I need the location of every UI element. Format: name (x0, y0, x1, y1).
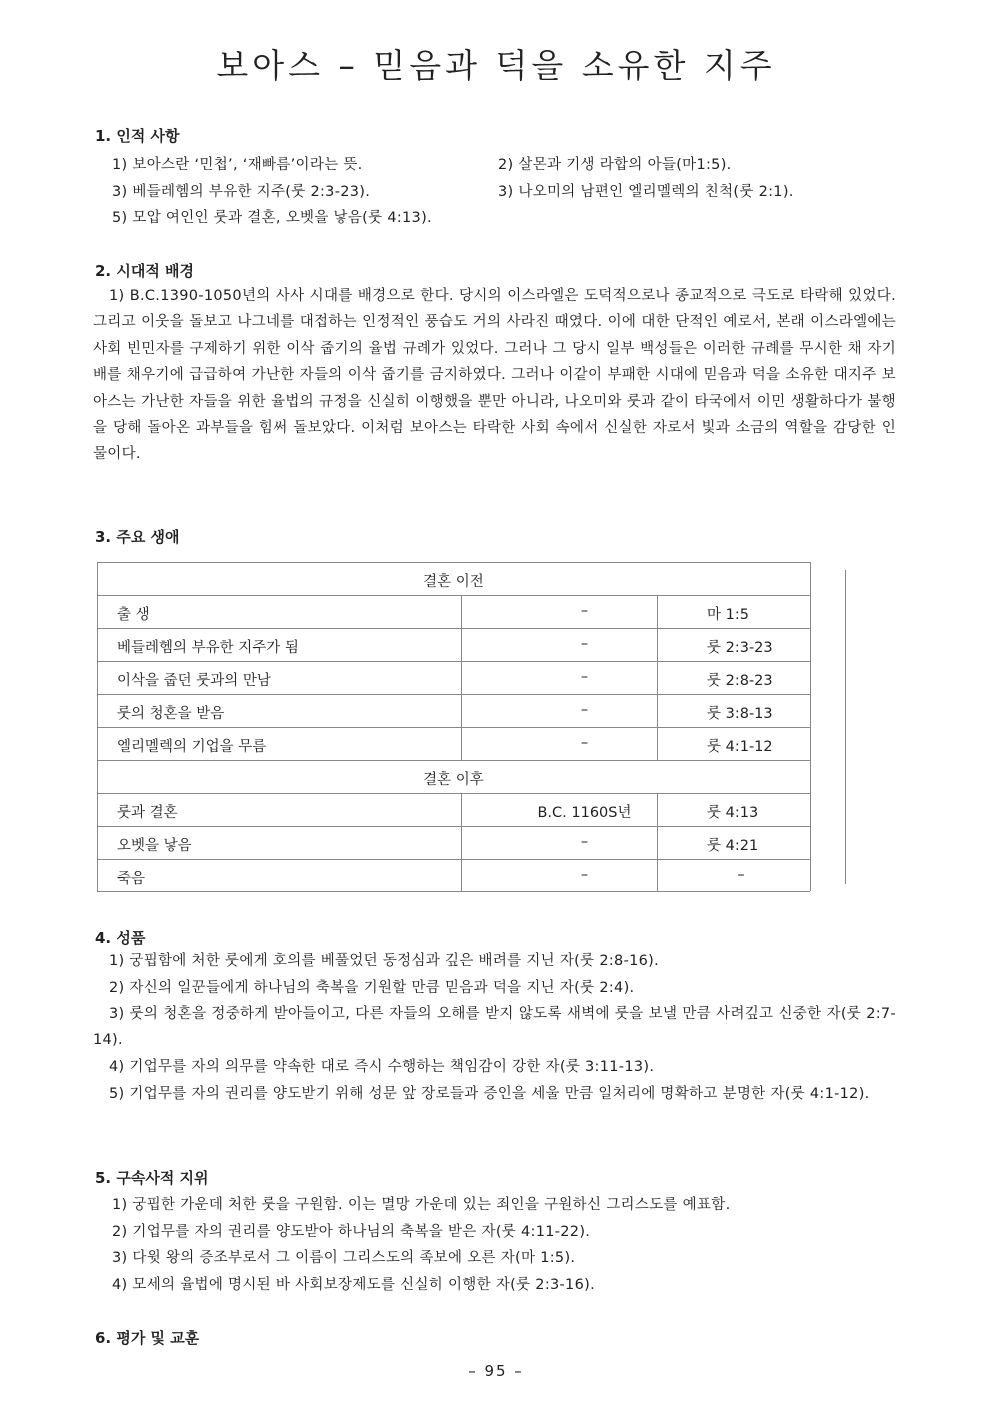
personal-item: 1) 보아스란 ‘민첩’, ‘재빠름’이라는 뜻. (112, 157, 363, 173)
date-cell: – (580, 834, 589, 850)
event-cell: 베들레헴의 부유한 지주가 됨 (117, 640, 299, 656)
event-cell: 오벳을 낳음 (117, 838, 192, 854)
table-header-after: 결혼 이후 (423, 772, 484, 788)
table-row (97, 793, 810, 826)
date-cell: B.C. 1160S년 (537, 805, 632, 821)
page-number: – 95 – (468, 1362, 524, 1380)
date-cell: – (580, 735, 589, 751)
character-item: 3) 룻의 청혼을 정중하게 받아들이고, 다른 자들의 오해를 받지 않도록 새벽에 룻을 보낼 만큼 사려깊고 신중한 자(룻 2:7-14). (93, 1006, 896, 1049)
personal-item: 5) 모압 여인인 룻과 결혼, 오벳을 낳음(룻 4:13). (112, 210, 432, 226)
section-redemptive-title: 5. 구속사적 지위 (95, 1169, 209, 1187)
personal-item: 3) 나오미의 남편인 엘리멜렉의 친척(룻 2:1). (498, 184, 794, 200)
reference-cell: 룻 3:8-13 (707, 706, 773, 722)
character-item: 5) 기업무를 자의 권리를 양도받기 위해 성문 앞 장로들과 증인을 세울 만큼 일처리에 명확하고 분명한 자(룻 4:1-12). (109, 1086, 870, 1102)
reference-cell: 마 1:5 (707, 607, 749, 623)
event-cell: 룻과 결혼 (117, 805, 178, 821)
event-cell: 죽음 (117, 871, 146, 887)
reference-cell: 룻 4:21 (707, 838, 759, 854)
background-paragraph: 1) B.C.1390-1050년의 사사 시대를 배경으로 한다. 당시의 이스라엘은 도덕적으로나 종교적으로 극도로 타락해 있었다. 그리고 이웃을 돌보고 나그네를 대접하는 인정적인 풍습도 거의 사라진 때였다. 이에 대한 단적인 예로서, 본래 이스라엘에는 사회 빈민자를 구제하기 위한 이삭 줍기의 율법 규례가 있었다. 그러나 그 당시 일부 백성들은 이러한 규례를 무시한 채 자기 배를 채우기에 급급하여 가난한 자들의 이삭 줍기를 금지하였다. 그러나 이같이 부패한 시대에 믿음과 덕을 소유한 대지주 보아스는 가난한 자들을 위한 율법의 규정을 신실히 이행했을 뿐만 아니라, 나오미와 룻과 같이 타국에서 이민 생활하다가 불행을 당해 돌아온 과부들을 힘써 돌보았다. 이처럼 보아스는 타락한 사회 속에서 신실한 자로서 빛과 소금의 역할을 감당한 인물이다. (93, 288, 896, 463)
table-row (97, 826, 810, 859)
redemptive-item: 3) 다윗 왕의 증조부로서 그 이름이 그리스도의 족보에 오른 자(마 1:5). (112, 1250, 576, 1266)
event-cell: 이삭을 줍던 룻과의 만남 (117, 673, 271, 689)
section-lessons-title: 6. 평가 및 교훈 (95, 1329, 200, 1347)
section-life-title: 3. 주요 생애 (95, 528, 180, 546)
table-header-row (97, 760, 810, 793)
date-cell: – (580, 603, 589, 619)
event-cell: 엘리멜렉의 기업을 무름 (117, 739, 267, 755)
section-background-title: 2. 시대적 배경 (95, 262, 195, 280)
table-header-row (97, 562, 810, 595)
reference-cell: 룻 2:3-23 (707, 640, 773, 656)
redemptive-item: 2) 기업무를 자의 권리를 양도받아 하나님의 축복을 받은 자(룻 4:11-22). (112, 1224, 591, 1240)
date-cell: – (580, 636, 589, 652)
section-personal-title: 1. 인적 사항 (95, 127, 180, 145)
character-item: 1) 궁핍함에 처한 룻에게 호의를 베풀었던 동정심과 깊은 배려를 지닌 자(룻 2:8-16). (109, 953, 660, 969)
life-table (97, 562, 810, 891)
date-cell: – (580, 702, 589, 718)
date-cell: – (580, 669, 589, 685)
event-cell: 룻의 청혼을 받음 (117, 706, 225, 722)
event-cell: 출 생 (117, 607, 150, 623)
redemptive-item: 4) 모세의 율법에 명시된 바 사회보장제도를 신실히 이행한 자(룻 2:3-16). (112, 1277, 595, 1293)
table-row (97, 859, 810, 892)
personal-item: 2) 살몬과 기생 라합의 아들(마1:5). (498, 157, 732, 173)
reference-cell: – (737, 867, 745, 883)
page-title: 보아스 – 믿음과 덕을 소유한 지주 (216, 46, 776, 85)
redemptive-item: 1) 궁핍한 가운데 처한 룻을 구원함. 이는 멸망 가운데 있는 죄인을 구원하신 그리스도를 예표함. (112, 1197, 731, 1213)
reference-cell: 룻 4:1-12 (707, 739, 773, 755)
table-row (97, 694, 810, 727)
character-item: 2) 자신의 일꾼들에게 하나님의 축복을 기원할 만큼 믿음과 덕을 지닌 자(룻 2:4). (109, 980, 635, 996)
reference-cell: 룻 2:8-23 (707, 673, 773, 689)
table-row (97, 661, 810, 694)
table-row (97, 595, 810, 628)
personal-item: 3) 베들레헴의 부유한 지주(룻 2:3-23). (112, 184, 371, 200)
table-header-before: 결혼 이전 (423, 574, 484, 590)
character-item: 4) 기업무를 자의 의무를 약속한 대로 즉시 수행하는 책임감이 강한 자(룻 3:11-13). (109, 1059, 655, 1075)
table-row (97, 628, 810, 661)
table-row (97, 727, 810, 760)
date-cell: – (580, 867, 589, 883)
reference-cell: 룻 4:13 (707, 805, 759, 821)
section-character-title: 4. 성품 (95, 929, 146, 947)
